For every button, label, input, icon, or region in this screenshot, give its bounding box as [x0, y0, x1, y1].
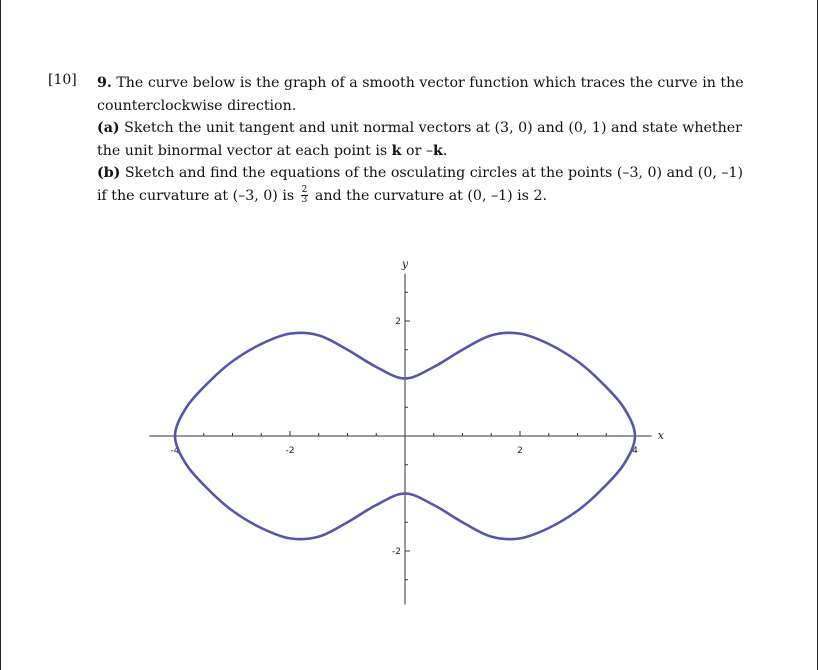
fraction-denominator: 3: [301, 195, 308, 205]
points-value: [10]: [48, 72, 77, 88]
part-a-k: k: [391, 142, 402, 159]
x-tick-label: -4: [170, 446, 180, 456]
part-a-text-2: the unit binormal vector at each point is: [97, 142, 388, 159]
part-a-k2: k: [432, 142, 443, 159]
y-axis-label: y: [401, 257, 409, 271]
intro-text-a: The curve below is the graph of a smooth vector function which traces the curve in the: [116, 75, 744, 91]
y-tick-label: -2: [392, 547, 401, 557]
y-tick-label: 2: [395, 317, 401, 327]
part-a-end: .: [442, 142, 448, 159]
part-b-label: (b): [97, 165, 121, 181]
x-tick-label: -2: [285, 446, 295, 456]
part-b-text-2b: and the curvature at (0, –1) is 2.: [314, 187, 547, 204]
x-axis-label: x: [657, 429, 664, 442]
fraction-numerator: 2: [301, 185, 308, 195]
part-b-text-2a: if the curvature at (–3, 0) is: [97, 187, 295, 204]
part-a-label: (a): [97, 120, 120, 136]
question-number: 9.: [97, 75, 112, 91]
part-a-neg: –: [425, 142, 433, 159]
part-a-text-1: Sketch the unit tangent and unit normal vectors at (3, 0) and (0, 1) and state whether: [124, 120, 742, 136]
x-tick-label: 4: [632, 446, 638, 456]
part-b-text-1: Sketch and find the equations of the osculating circles at the points (–3, 0) and (0, –1): [124, 165, 744, 181]
part-a-or: or: [406, 142, 422, 159]
intro-text-b: counterclockwise direction.: [97, 97, 297, 114]
x-tick-label: 2: [517, 446, 523, 456]
